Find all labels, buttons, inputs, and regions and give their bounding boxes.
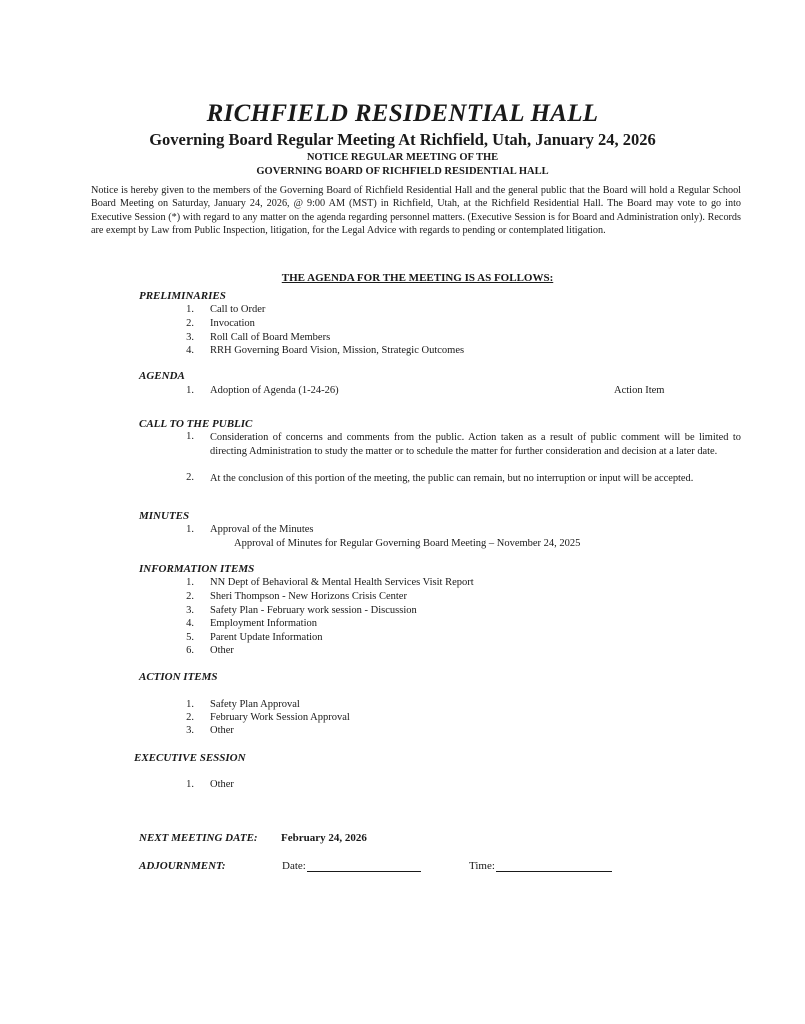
section-heading-minutes: MINUTES (139, 510, 190, 522)
section-heading-action-items: ACTION ITEMS (139, 671, 218, 683)
list-item-number: 1. (186, 524, 194, 535)
list-item: Other (210, 779, 234, 790)
next-meeting-label: NEXT MEETING DATE: (139, 832, 258, 844)
list-item-number: 2. (186, 472, 194, 483)
list-item-number: 1. (186, 304, 194, 315)
list-item: Other (210, 645, 234, 656)
date-label: Date: (282, 860, 306, 872)
list-item: Adoption of Agenda (1-24-26) (210, 385, 339, 396)
list-item-number: 1. (186, 699, 194, 710)
list-item-number: 1. (186, 577, 194, 588)
adjournment-label: ADJOURNMENT: (139, 860, 226, 872)
section-heading-call-to-public: CALL TO THE PUBLIC (139, 418, 253, 430)
next-meeting-date: February 24, 2026 (281, 832, 367, 844)
list-item: Safety Plan Approval (210, 699, 300, 710)
list-item-number: 6. (186, 645, 194, 656)
list-item-number: 1. (186, 431, 194, 442)
list-subitem: Approval of Minutes for Regular Governing Board Meeting – November 24, 2025 (234, 538, 581, 549)
section-heading-executive-session: EXECUTIVE SESSION (134, 752, 246, 764)
list-item: Employment Information (210, 618, 318, 629)
list-item-number: 2. (186, 712, 194, 723)
notice-line-2: GOVERNING BOARD OF RICHFIELD RESIDENTIAL HALL (256, 166, 549, 177)
list-item: Call to Order (210, 304, 266, 315)
section-heading-information-items: INFORMATION ITEMS (139, 563, 255, 575)
section-heading-agenda: AGENDA (139, 370, 185, 382)
list-item-number: 2. (186, 318, 194, 329)
list-item: Consideration of concerns and comments from the public. Action taken as a result of public comment will be limited to directing Administration to study the matter or to schedule the matter for further consideration and decision at a later date. (210, 432, 741, 457)
list-item: Safety Plan - February work session - Discussion (210, 605, 417, 616)
list-item: Roll Call of Board Members (210, 332, 331, 343)
list-item-number: 4. (186, 618, 194, 629)
list-item: RRH Governing Board Vision, Mission, Strategic Outcomes (210, 345, 465, 356)
list-item: Sheri Thompson - New Horizons Crisis Center (210, 591, 407, 602)
list-item-number: 1. (186, 385, 194, 396)
adjournment-time-field[interactable] (469, 860, 612, 872)
document-title: RICHFIELD RESIDENTIAL HALL (206, 100, 599, 127)
list-item-number: 1. (186, 779, 194, 790)
list-item-number: 3. (186, 332, 194, 343)
time-blank-line (496, 860, 612, 872)
action-item-tag: Action Item (614, 385, 665, 396)
agenda-heading: THE AGENDA FOR THE MEETING IS AS FOLLOWS: (281, 272, 554, 284)
time-label: Time: (469, 860, 495, 872)
adjournment-date-field[interactable] (282, 860, 421, 872)
list-item-number: 3. (186, 725, 194, 736)
list-item: Approval of the Minutes (210, 524, 314, 535)
list-item: February Work Session Approval (210, 712, 350, 723)
list-item: Parent Update Information (210, 632, 323, 643)
list-item: Other (210, 725, 234, 736)
list-item-number: 4. (186, 345, 194, 356)
list-item: Invocation (210, 318, 255, 329)
list-item: NN Dept of Behavioral & Mental Health Services Visit Report (210, 577, 474, 588)
list-item: At the conclusion of this portion of the meeting, the public can remain, but no interruption or input will be accepted. (210, 473, 694, 484)
section-heading-preliminaries: PRELIMINARIES (139, 290, 226, 302)
document-subtitle: Governing Board Regular Meeting At Richfield, Utah, January 24, 2026 (149, 130, 656, 149)
notice-line-1: NOTICE REGULAR MEETING OF THE (306, 152, 499, 163)
date-blank-line (307, 860, 421, 872)
list-item-number: 5. (186, 632, 194, 643)
intro-paragraph: Notice is hereby given to the members of the Governing Board of Richfield Residential Hall and the general public that the Board will hold a Regular School Board Meeting on Saturday, January 24, 2026, @ 9:00 AM (MST) in Richfield, Utah, at the Richfield Residential Hall. The Board may vote to go into Executive Session (*) with regard to any matter on the agenda regarding personnel matters. (Executive Session is for Board and Administration only). Records are exempt by Law from Public Inspection, litigation, for the Legal Advice with regards to pending or contemplated litigation. (91, 185, 741, 237)
list-item-number: 3. (186, 605, 194, 616)
list-item-number: 2. (186, 591, 194, 602)
